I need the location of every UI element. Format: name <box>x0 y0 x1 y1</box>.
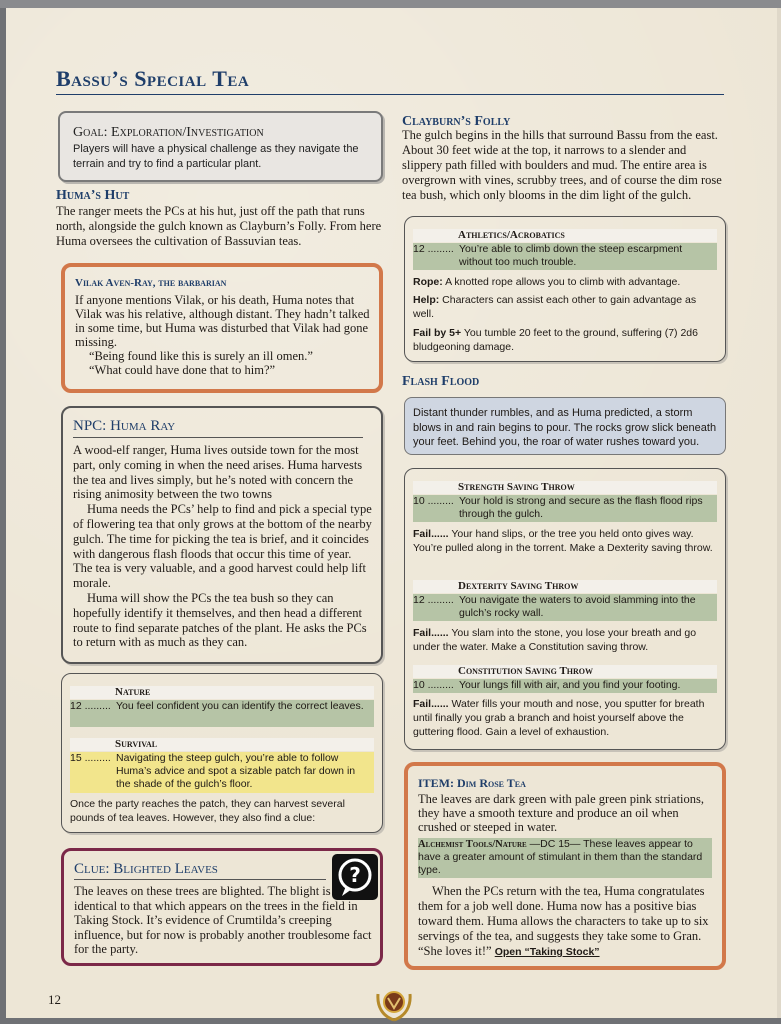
npc-para-3: Huma will show the PCs the tea bush so they can hopefully identify it themselves, and then head a different route to find separate patches of the plant. He asks the PCs to return with as much as they can. <box>73 590 367 650</box>
con-result-row <box>413 679 717 693</box>
dex-fail-line <box>413 626 713 654</box>
flash-flood-box <box>404 397 726 455</box>
help-line <box>413 293 713 321</box>
dex-fail-label: Fail...... <box>413 627 449 639</box>
str-fail-line <box>413 527 713 555</box>
con-heading: Constitution Saving Throw <box>413 665 717 678</box>
title-rule <box>56 94 724 95</box>
item-body: The leaves are dark green with pale green pink striations, they have a smooth texture and produce an oil when crushed or steeped in water. <box>418 792 704 834</box>
humas-hut-body: The ranger meets the PCs at his hut, just off the path that runs north, alongside the gulch known as Clayburn’s Folly. From here Huma oversees the cultivation of Bassuvian teas. <box>56 204 382 248</box>
athletics-result: You’re able to climb down the steep escarpment without too much trouble. <box>459 243 683 268</box>
page-edge <box>777 8 781 1018</box>
rope-line <box>413 275 713 289</box>
fail-line <box>413 326 713 354</box>
npc-para-1: A wood-elf ranger, Huma lives outside town for the most part, only coming in when the need arises. Huma harvests the tea and lives simply, but he’s noted with concern the rising animosity between the two towns <box>73 443 363 502</box>
clue-body: The leaves on these trees are blighted. The blight is identical to that which appears on the trees in the field in Taking Stock. It’s evidence of Crumtilda’s creeping influence, but for now is probably another troublesome fact for the party. <box>74 884 372 956</box>
vilak-quote-1: “Being found like this is surely an ill omen.” <box>89 349 313 363</box>
npc-para-2: Huma needs the PCs’ help to find and pick a special type of flowering tea that only grows at the bottom of the nearby gulch. The time for picking the tea is brief, and it coincides with dangerous flash floods that occur this time of year. The tea is very valuable, and a good harvest could help lift morale. <box>73 502 372 591</box>
nature-result-row <box>70 700 374 727</box>
item-closing <box>418 884 718 959</box>
npc-box <box>61 406 383 664</box>
help-label: Help: <box>413 294 440 306</box>
nature-dc: 12 ......... <box>70 700 111 712</box>
vilak-text <box>75 293 375 377</box>
item-check-label: Alchemist Tools/Nature <box>418 839 527 850</box>
nature-heading: Nature <box>70 686 374 699</box>
str-dc: 10 ......... <box>413 495 454 507</box>
dex-result: You navigate the waters to avoid slamming into the gulch’s rocky wall. <box>459 594 696 619</box>
npc-rule <box>73 437 363 438</box>
vilak-heading: Vilak Aven-Ray, the barbarian <box>75 277 227 289</box>
dex-result-row <box>413 594 717 621</box>
con-fail-line <box>413 697 713 739</box>
str-heading: Strength Saving Throw <box>413 481 717 494</box>
item-check-row <box>418 838 712 878</box>
flash-flood-body: Distant thunder rumbles, and as Huma predicted, a storm blows in and rain begins to pour. The rocks grow slick beneath your feet. Behind you, the roar of water rushes toward you. <box>413 407 717 448</box>
str-fail-label: Fail...... <box>413 528 449 540</box>
survival-heading: Survival <box>70 738 374 751</box>
clayburn-heading: Clayburn’s Folly <box>402 114 511 129</box>
dex-heading: Dexterity Saving Throw <box>413 580 717 593</box>
dex-dc: 12 ......... <box>413 594 454 606</box>
checks-after-text: Once the party reaches the patch, they can harvest several pounds of tea leaves. However, they also find a clue: <box>70 798 345 824</box>
humas-hut-heading: Huma’s Hut <box>56 188 130 203</box>
laurel-emblem-icon <box>374 980 414 1022</box>
clue-heading: Clue: Blighted Leaves <box>74 861 218 877</box>
viewer-top-bar <box>0 0 781 8</box>
goal-heading: Goal: Exploration/Investigation <box>73 125 264 140</box>
str-fail-text: Your hand slips, or the tree you held onto gives way. You’re pulled along in the torrent. Make a Dexterity saving throw. <box>413 528 713 554</box>
goal-box <box>58 111 383 182</box>
vilak-quote-2: “What could have done that to him?” <box>89 363 276 377</box>
con-result: Your lungs fill with air, and you find your footing. <box>459 679 681 691</box>
fail-text: You tumble 20 feet to the ground, suffering (7) 2d6 bludgeoning damage. <box>413 327 698 353</box>
vilak-body: If anyone mentions Vilak, or his death, Huma notes that Vilak was his relative, although distant. They hadn’t talked in some time, but Huma was disturbed that Vilak had gone missing. <box>75 293 370 349</box>
item-heading: ITEM: Dim Rose Tea <box>418 776 526 790</box>
str-result: Your hold is strong and secure as the flash flood rips through the gulch. <box>459 495 703 520</box>
fail-label: Fail by 5+ <box>413 327 462 339</box>
document-page <box>6 8 781 1018</box>
vilak-sidebar <box>61 263 383 393</box>
clayburn-body: The gulch begins in the hills that surround Bassu from the east. About 30 feet wide at the top, it narrows to a slender and slippery path filled with boulders and mud. The entire area is overgrown with vines, scrubby trees, and of course the dim rose tea bush, which only blooms in the dim light of the gulch. <box>402 128 722 202</box>
rope-label: Rope: <box>413 276 443 288</box>
clue-rule <box>74 879 326 880</box>
con-fail-text: Water fills your mouth and nose, you sputter for breath until finally you grab a branch and hoist yourself above the guttering flood. Gain a level of exhaustion. <box>413 698 705 738</box>
str-result-row <box>413 495 717 522</box>
nature-result: You feel confident you can identify the correct leaves. <box>116 700 364 712</box>
page-title: Bassu’s Special Tea <box>56 66 250 91</box>
survival-result: Navigating the steep gulch, you’re able to follow Huma’s advice and spot a sizable patch far down in the shade of the gulch’s floor. <box>116 752 356 790</box>
clue-box <box>61 848 383 966</box>
item-box <box>404 762 726 970</box>
help-text: Characters can assist each other to gain advantage as well. <box>413 294 697 320</box>
con-fail-label: Fail...... <box>413 698 449 710</box>
npc-heading: NPC: Huma Ray <box>73 418 176 434</box>
dex-fail-text: You slam into the stone, you lose your breath and go under the water. Make a Constitution saving throw. <box>413 627 697 653</box>
survival-result-row <box>70 752 374 793</box>
skill-checks-box <box>61 673 383 833</box>
athletics-heading: Athletics/Acrobatics <box>413 229 717 242</box>
item-check-line <box>418 838 712 877</box>
rope-text: A knotted rope allows you to climb with advantage. <box>445 276 681 288</box>
athletics-result-row <box>413 243 717 270</box>
item-closing-text: When the PCs return with the tea, Huma congratulates them for a job well done. Huma now has a positive bias toward them. Huma allows the characters to take up to six servings of the tea, and suggests they take some to Gran. “She loves it!” <box>418 884 709 958</box>
npc-text <box>73 443 373 650</box>
page-number: 12 <box>48 992 61 1007</box>
saving-throws-box <box>404 468 726 750</box>
athletics-box <box>404 216 726 362</box>
con-dc: 10 ......... <box>413 679 454 691</box>
item-check-result: These leaves appear to have a greater amount of stimulant in them than the standard type. <box>418 838 703 876</box>
goal-body: Players will have a physical challenge as they navigate the terrain and try to find a particular plant. <box>73 143 359 170</box>
open-taking-stock-link[interactable]: Open “Taking Stock” <box>494 946 600 958</box>
item-check-dc: —DC 15— <box>529 838 581 850</box>
athletics-dc: 12 ......... <box>413 243 454 255</box>
svg-text:?: ? <box>349 863 361 887</box>
survival-dc: 15 ......... <box>70 752 111 764</box>
flash-flood-heading: Flash Flood <box>402 374 480 389</box>
